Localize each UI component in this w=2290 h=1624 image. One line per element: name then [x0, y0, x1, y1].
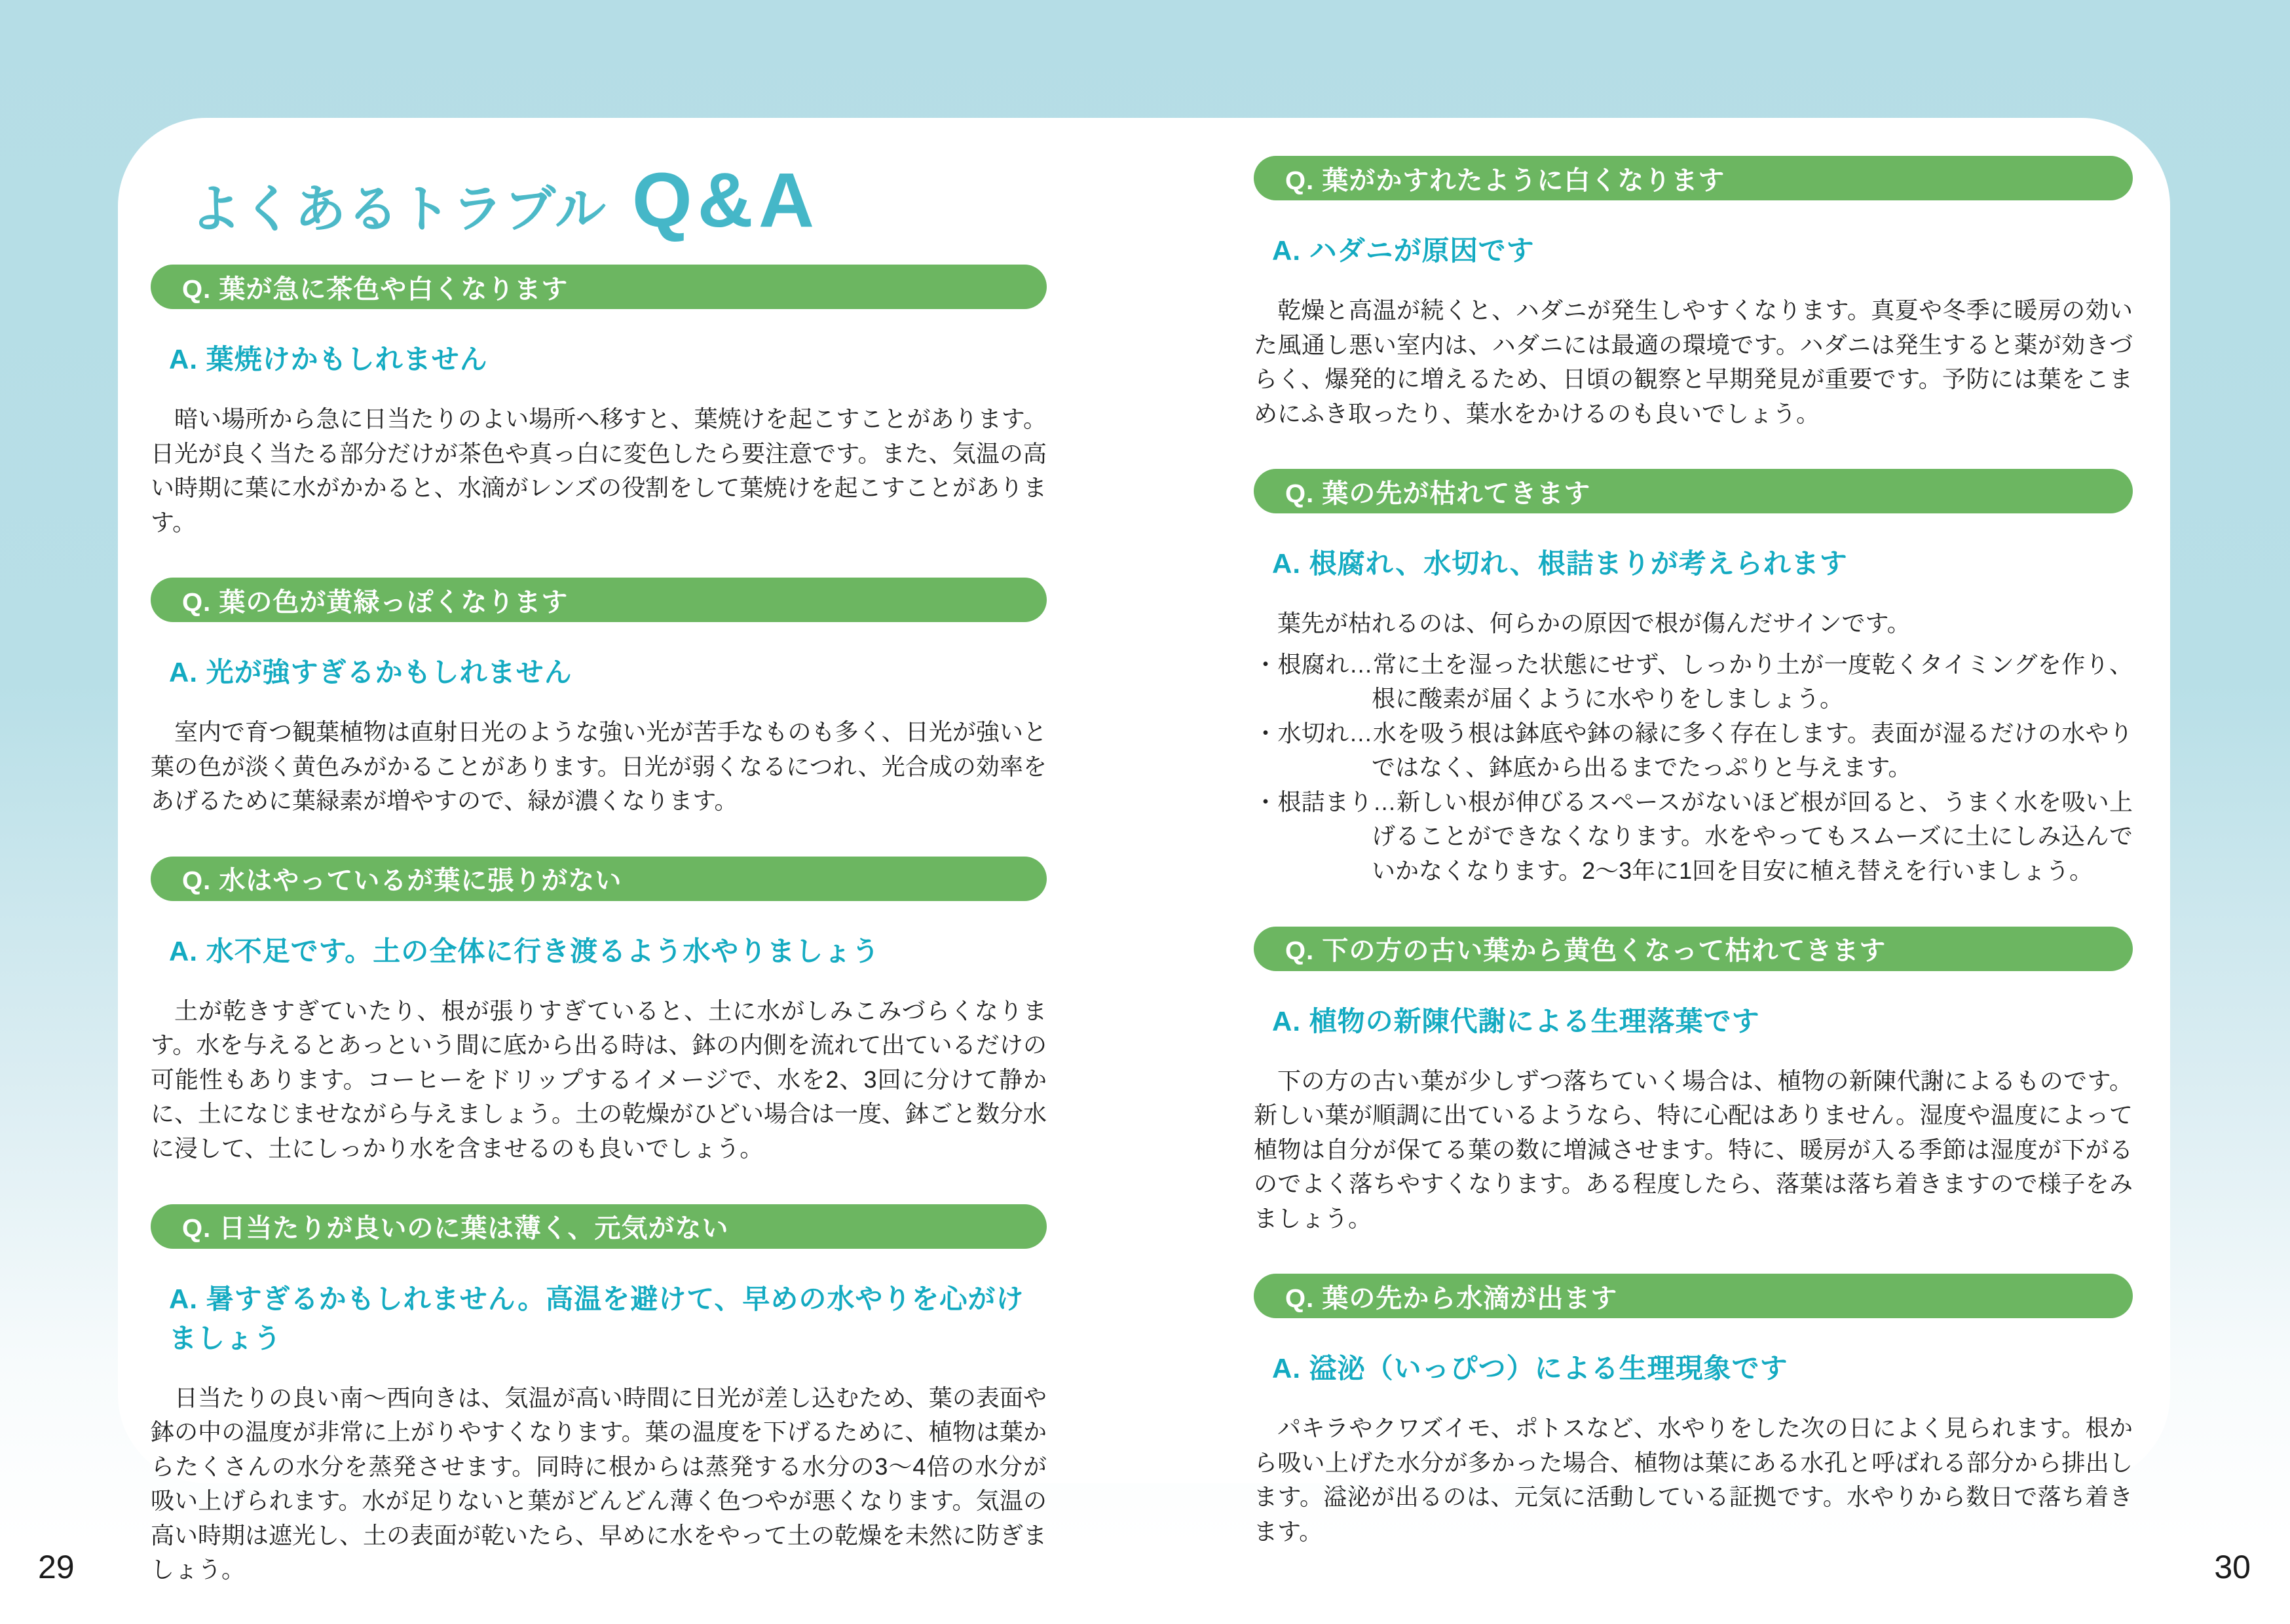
question-pill: Q. 葉の色が黄緑っぽくなります — [151, 578, 1047, 622]
answer-heading: A. 葉焼けかもしれません — [169, 344, 488, 375]
answer-heading: A. ハダニが原因です — [1272, 235, 1535, 266]
answer-body: 室内で育つ観葉植物は直射日光のような強い光が苦手なものも多く、日光が強いと葉の色が淡く黄色みがかることがあります。日光が弱くなるにつれ、光合成の効率をあげるために葉緑素が増やすので、緑が濃くなります。 — [151, 718, 1047, 815]
page-title-qa: Q&A — [631, 157, 820, 244]
answer-intro-line: 葉先が枯れるのは、何らかの原因で根が傷んだサインです。 — [1277, 610, 1911, 637]
answer-body: 土が乾きすぎていたり、根が張りすぎていると、土に水がしみこみづらくなります。水を与えるとあっという間に底から出る時は、鉢の内側を流れて出ているだけの可能性もあります。コーヒーをドリップするイメージで、水を2、3回に分けて静かに、土になじませながら与えましょう。土の乾燥がひどい場合は一度、鉢ごと数分水に浸して、土にしっかり水を含ませるのも良いでしょう。 — [151, 997, 1047, 1162]
qa-section-leaf-white-scratchy — [1254, 156, 2133, 431]
qa-section-leaf-tips-wither — [1254, 469, 2133, 888]
page-title — [190, 156, 1047, 245]
answer-body: パキラやクワズイモ、ポトスなど、水やりをした次の日によく見られます。根から吸い上げた水分が多かった場合、植物は葉にある水孔と呼ばれる部分から排出します。溢泌が出るのは、元気に活動している証拠です。水やりから数日で落ち着きます。 — [1254, 1414, 2133, 1545]
question-pill: Q. 葉が急に茶色や白くなります — [151, 265, 1047, 309]
bullet-label: ・根詰まり… — [1254, 788, 1397, 815]
answer-heading: A. 暑すぎるかもしれません。高温を避けて、早めの水やりを心がけましょう — [169, 1283, 1024, 1354]
answer-heading: A. 光が強すぎるかもしれません — [169, 657, 572, 688]
two-column-layout — [118, 118, 2170, 1587]
qa-section-water-drops-from-leaf — [1254, 1274, 2133, 1549]
qa-section-leaf-yellow-green — [151, 578, 1047, 819]
question-pill: Q. 日当たりが良いのに葉は薄く、元気がない — [151, 1204, 1047, 1249]
page-number-left: 29 — [38, 1549, 75, 1585]
qa-section-lower-leaves-yellow — [1254, 927, 2133, 1236]
answer-body: 日当たりの良い南～西向きは、気温が高い時間に日光が差し込むため、葉の表面や鉢の中の温度が非常に上がりやすくなります。葉の温度を下げるために、植物は葉からたくさんの水分を蒸発させます。同時に根からは蒸発する水分の3～4倍の水分が吸い上げられます。水が足りないと葉がどんどん薄く色つやが悪くなります。気温の高い時期は遮光し、土の表面が乾いたら、早めに水をやって土の乾燥を未然に防ぎましょう。 — [151, 1384, 1047, 1583]
bullet-root-rot — [1254, 648, 2133, 716]
cause-bullet-list — [1254, 648, 2133, 889]
bullet-root-bound — [1254, 785, 2133, 889]
question-pill: Q. 葉の先から水滴が出ます — [1254, 1274, 2133, 1318]
question-pill: Q. 葉の先が枯れてきます — [1254, 469, 2133, 513]
bullet-label: ・水切れ… — [1254, 719, 1373, 747]
bullet-text: 常に土を湿った状態にせず、しっかり土が一度乾くタイミングを作り、根に酸素が届くように水やりをしましょう。 — [1372, 650, 2133, 712]
right-page-column — [1254, 156, 2133, 1587]
qa-section-leaf-turns-brown — [151, 265, 1047, 540]
answer-body: 下の方の古い葉が少しずつ落ちていく場合は、植物の新陳代謝によるものです。新しい葉が順調に出ているようなら、特に心配はありません。湿度や温度によって植物は自分が保てる葉の数に増減させます。特に、暖房が入る季節は湿度が下がるのでよく落ちやすくなります。ある程度したら、落葉は落ち着きますので様子をみましょう。 — [1254, 1067, 2133, 1232]
answer-heading: A. 根腐れ、水切れ、根詰まりが考えられます — [1272, 548, 1848, 580]
bullet-label: ・根腐れ… — [1254, 650, 1373, 678]
answer-heading: A. 水不足です。土の全体に行き渡るよう水やりましょう — [169, 935, 880, 967]
question-pill: Q. 葉がかすれたように白くなります — [1254, 156, 2133, 200]
qa-section-leaf-thin-weak — [151, 1204, 1047, 1587]
answer-body: 乾燥と高温が続くと、ハダニが発生しやすくなります。真夏や冬季に暖房の効いた風通し悪い室内は、ハダニには最適の環境です。ハダニは発生すると薬が効きづらく、爆発的に増えるため、日頃の観察と早期発見が重要です。予防には葉をこまめにふき取ったり、葉水をかけるのも良いでしょう。 — [1254, 297, 2133, 427]
page-number-right: 30 — [2214, 1549, 2251, 1585]
answer-heading: A. 植物の新陳代謝による生理落葉です — [1272, 1005, 1760, 1037]
question-pill: Q. 水はやっているが葉に張りがない — [151, 857, 1047, 901]
content-card — [118, 118, 2170, 1583]
bullet-text: 新しい根が伸びるスペースがないほど根が回ると、うまく水を吸い上げることができなくなります。水をやってもスムーズに土にしみ込んでいかなくなります。2～3年に1回を目安に植え替えを行いましょう。 — [1372, 788, 2133, 885]
answer-body: 暗い場所から急に日当たりのよい場所へ移すと、葉焼けを起こすことがあります。日光が良く当たる部分だけが茶色や真っ白に変色したら要注意です。また、気温の高い時期に葉に水がかかると、水滴がレンズの役割をして葉焼けを起こすことがあります。 — [151, 405, 1047, 536]
left-page-column — [151, 156, 1047, 1587]
qa-section-leaf-no-firmness — [151, 857, 1047, 1166]
question-pill: Q. 下の方の古い葉から黄色くなって枯れてきます — [1254, 927, 2133, 971]
bullet-water-shortage — [1254, 716, 2133, 785]
bullet-text: 水を吸う根は鉢底や鉢の縁に多く存在します。表面が湿るだけの水やりではなく、鉢底から出るまでたっぷりと与えます。 — [1372, 719, 2133, 781]
page-title-japanese: よくあるトラブル — [190, 180, 607, 238]
answer-heading: A. 溢泌（いっぴつ）による生理現象です — [1272, 1353, 1788, 1384]
